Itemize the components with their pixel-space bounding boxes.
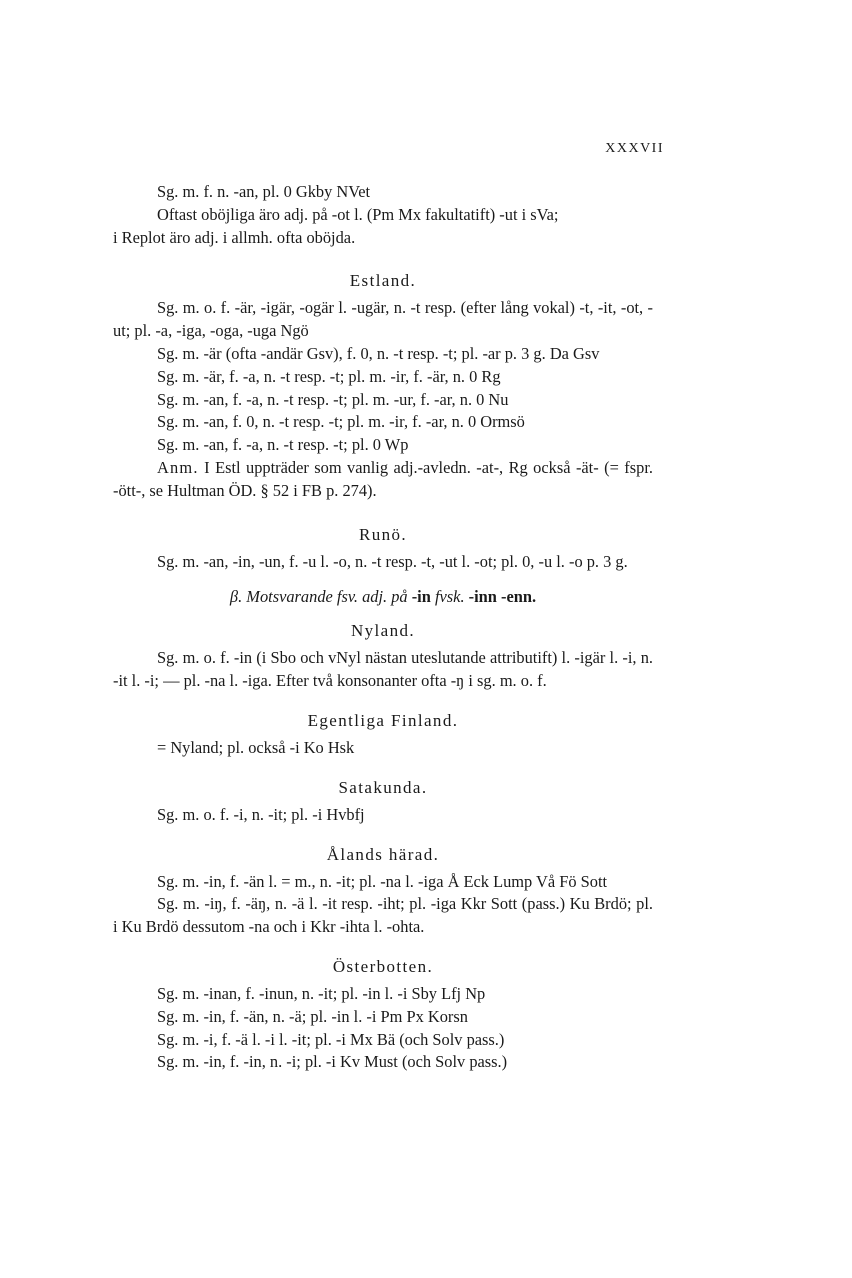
estland-paragraph-1: Sg. m. o. f. -är, -igär, -ogär l. -ugär, n. -t resp. (efter lång vokal) -t, -it, -ot, -ut; pl. -a, -iga, -oga, -uga Ngö: [113, 298, 653, 341]
satakunda-paragraph: Sg. m. o. f. -i, n. -it; pl. -i Hvbfj: [157, 804, 365, 824]
section-subtitle: [113, 585, 653, 609]
estland-line: Sg. m. -an, f. -a, n. -t resp. -t; pl. m. -ur, f. -ar, n. 0 Nu: [157, 389, 509, 409]
subtitle-mid: fvsk.: [434, 587, 465, 607]
estland-paragraph-2: Sg. m. -är (ofta -andär Gsv), f. 0, n. -t resp. -t; pl. -ar p. 3 g. Da Gsv: [157, 343, 600, 363]
heading-satakunda: Satakunda.: [338, 777, 428, 797]
egentliga-paragraph: = Nyland; pl. också -i Ko Hsk: [157, 737, 355, 757]
nyland-paragraph: Sg. m. o. f. -in (i Sbo och vNyl nästan uteslutande attributift) l. -igär l. -i, n. -it l. -i; — pl. -na l. -iga. Efter två konsonanter ofta -ŋ i sg. m. o. f.: [113, 648, 653, 691]
intro-line-1: Sg. m. f. n. -an, pl. 0 Gkby NVet: [157, 182, 371, 201]
heading-alands-harad: Ålands härad.: [326, 844, 440, 864]
heading-nyland: Nyland.: [350, 621, 416, 641]
heading-estland: Estland.: [349, 271, 417, 291]
subtitle-text: Motsvarande fsv. adj. på: [246, 587, 408, 607]
runo-paragraph: Sg. m. -an, -in, -un, f. -u l. -o, n. -t resp. -t, -ut l. -ot; pl. 0, -u l. -o p. 3 g.: [157, 551, 628, 571]
estland-line: Sg. m. -an, f. -a, n. -t resp. -t; pl. 0 Wp: [157, 435, 409, 455]
page-body: [113, 181, 653, 1074]
estland-note: [113, 457, 653, 503]
heading-osterbotten: Österbotten.: [332, 956, 434, 976]
note-label: Anm.: [157, 457, 199, 477]
subtitle-bold: -in: [411, 587, 431, 607]
page-number: XXXVII: [605, 141, 664, 156]
estland-line: Sg. m. -an, f. 0, n. -t resp. -t; pl. m. -ir, f. -ar, n. 0 Ormsö: [157, 412, 525, 432]
intro-line-2: Oftast oböjliga äro adj. på -ot l. (Pm Mx fakultatift) -ut i sVa;: [157, 204, 559, 224]
intro-line-3: i Replot äro adj. i allmh. ofta oböjda.: [113, 227, 356, 247]
estland-line: Sg. m. -är, f. -a, n. -t resp. -t; pl. m. -ir, f. -är, n. 0 Rg: [157, 366, 501, 386]
subtitle-bold: -inn -enn.: [468, 587, 537, 607]
osterbotten-line: Sg. m. -inan, f. -inun, n. -it; pl. -in l. -i Sby Lfj Np: [157, 983, 486, 1003]
aland-paragraph-1: Sg. m. -in, f. -än l. = m., n. -it; pl. -na l. -iga Å Eck Lump Vå Fö Sott: [157, 871, 608, 891]
beta-marker: β.: [229, 587, 243, 607]
osterbotten-line: Sg. m. -in, f. -än, n. -ä; pl. -in l. -i Pm Px Korsn: [157, 1006, 468, 1026]
note-text: I Estl uppträder som vanlig adj.-avledn. -at-, Rg också -ät- (= fspr. -ött-, se Hultman ÖD. § 52 i FB p. 274).: [113, 457, 653, 500]
heading-egentliga-finland: Egentliga Finland.: [307, 710, 459, 730]
aland-paragraph-2: Sg. m. -iŋ, f. -äŋ, n. -ä l. -it resp. -iht; pl. -iga Kkr Sott (pass.) Ku Brdö; pl. i Ku Brdö dessutom -na och i Kkr -ihta l. -ohta.: [113, 894, 653, 937]
heading-runo: Runö.: [358, 524, 408, 544]
osterbotten-line: Sg. m. -in, f. -in, n. -i; pl. -i Kv Must (och Solv pass.): [157, 1052, 508, 1072]
osterbotten-line: Sg. m. -i, f. -ä l. -i l. -it; pl. -i Mx Bä (och Solv pass.): [157, 1029, 505, 1049]
